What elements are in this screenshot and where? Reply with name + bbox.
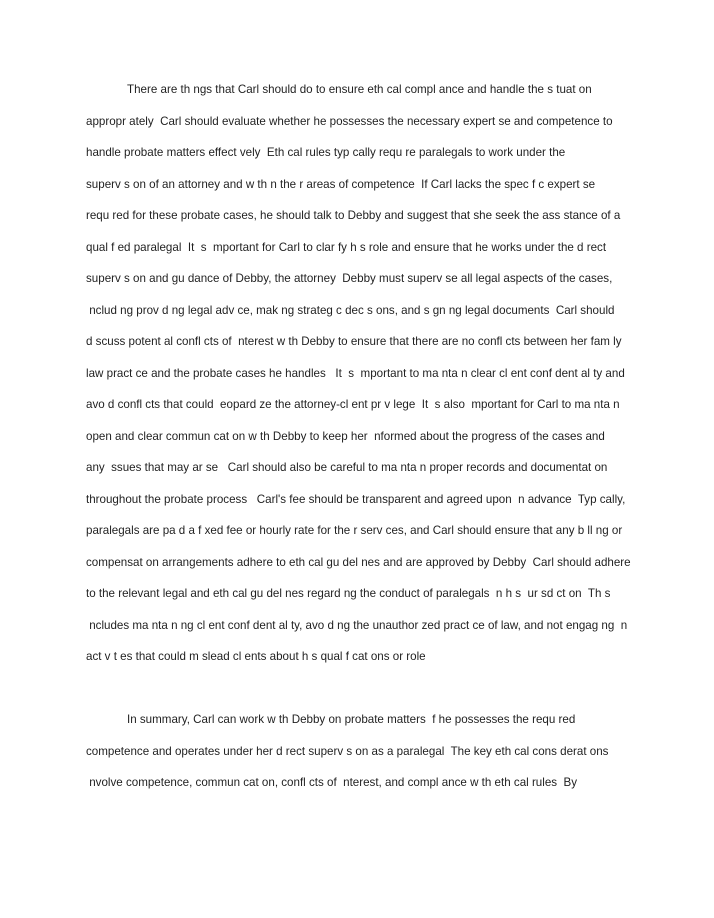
paragraph-1-line-8: nclud ng prov d ng legal adv ce, mak ng strateg c dec s ons, and s gn ng legal documents Carl should	[86, 303, 615, 317]
paragraph-2-line-1: In summary, Carl can work w th Debby on probate matters f he possesses the requ red	[127, 713, 576, 726]
paragraph-1-line-14: throughout the probate process Carl's fee should be transparent and agreed upon n advance Typ cally,	[86, 492, 626, 506]
paragraph-1-line-18: ncludes ma nta n ng cl ent conf dent al ty, avo d ng the unauthor zed pract ce of law, and not engag ng n	[86, 618, 628, 632]
paragraph-1-line-9: d scuss potent al confl cts of nterest w th Debby to ensure that there are no confl cts between her fam ly	[86, 335, 622, 348]
paragraph-2-line-3: nvolve competence, commun cat on, confl cts of nterest, and compl ance w th eth cal rules By	[86, 776, 578, 789]
paragraph-1-line-1: There are th ngs that Carl should do to ensure eth cal compl ance and handle the s tuat on	[127, 83, 592, 96]
paragraph-1-line-4: superv s on of an attorney and w th n the r areas of competence If Carl lacks the spec f c expert se	[86, 177, 596, 191]
paragraph-1-line-17: to the relevant legal and eth cal gu del nes regard ng the conduct of paralegals n h s ur sd ct on Th s	[86, 587, 611, 600]
paragraph-1-line-3: handle probate matters effect vely Eth cal rules typ cally requ re paralegals to work under the	[86, 146, 566, 159]
paragraph-1-line-12: open and clear commun cat on w th Debby to keep her nformed about the progress of the cases and	[86, 429, 605, 443]
paragraph-1-line-13: any ssues that may ar se Carl should also be careful to ma nta n proper records and documentat on	[86, 461, 608, 474]
paragraph-1-line-16: compensat on arrangements adhere to eth cal gu del nes and are approved by Debby Carl should adhere	[86, 555, 631, 569]
paragraph-1-line-2: appropr ately Carl should evaluate whether he possesses the necessary expert se and competence to	[86, 114, 613, 128]
paragraph-1-line-15: paralegals are pa d a f xed fee or hourly rate for the r serv ces, and Carl should ensure that any b ll ng or	[86, 524, 623, 537]
paragraph-2-line-2: competence and operates under her d rect superv s on as a paralegal The key eth cal cons derat ons	[86, 744, 609, 758]
paragraph-1-line-11: avo d confl cts that could eopard ze the attorney-cl ent pr v lege It s also mportant for Carl to ma nta n	[86, 398, 620, 411]
paragraph-1-line-7: superv s on and gu dance of Debby, the attorney Debby must superv se all legal aspects of the cases,	[86, 272, 613, 285]
paragraph-1-line-5: requ red for these probate cases, he should talk to Debby and suggest that she seek the ass stance of a	[86, 209, 621, 222]
paragraph-1-line-6: qual f ed paralegal It s mportant for Carl to clar fy h s role and ensure that he works under the d rect	[86, 240, 607, 254]
paragraph-1-line-19: act v t es that could m slead cl ents about h s qual f cat ons or role	[86, 650, 426, 663]
paragraph-1-line-10: law pract ce and the probate cases he handles It s mportant to ma nta n clear cl ent conf dent al ty and	[86, 366, 625, 380]
